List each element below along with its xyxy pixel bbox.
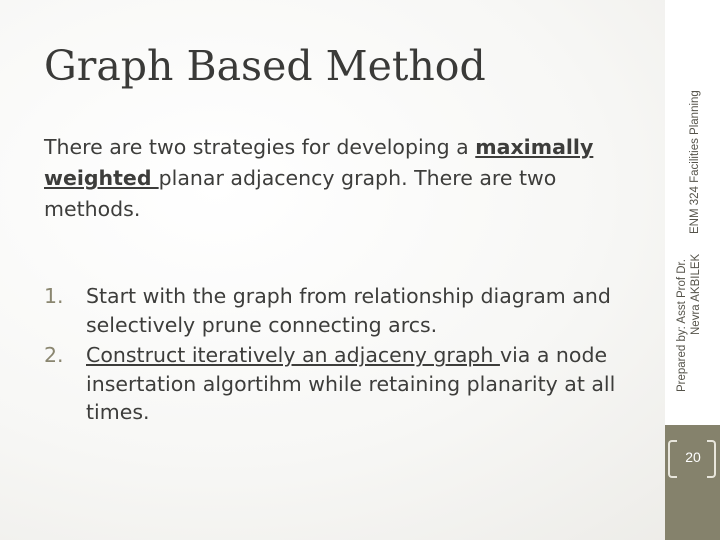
list-item-number: 2.: [44, 343, 64, 367]
list-item-number: 1.: [44, 284, 64, 308]
list-item-underlined-text: Construct iteratively an adjaceny graph: [86, 343, 500, 367]
author-line-1: Prepared by: Asst Prof Dr.: [676, 259, 688, 392]
list-item: [44, 341, 634, 427]
intro-emphasis: maximally weighted: [44, 135, 594, 190]
page-number-badge: [666, 436, 720, 486]
course-name: ENM 324 Facilities Planning: [689, 90, 701, 234]
slide-title: Graph Based Method: [44, 42, 486, 90]
list-item-text: Start with the graph from relationship diagram and selectively prune connecting arcs.: [86, 284, 611, 337]
intro-text-part2: planar adjacency graph. There are two methods.: [44, 166, 557, 221]
page-number: 20: [685, 449, 701, 465]
intro-paragraph: [44, 132, 649, 225]
list-item-text: via a node insertation algortihm while retaining planarity at all times.: [86, 343, 616, 424]
intro-text-part1: There are two strategies for developing a: [44, 135, 476, 159]
list-item: [44, 282, 634, 339]
author-line-2: Nevra AKBILEK: [690, 253, 702, 335]
sidebar-vertical-text: [672, 0, 716, 395]
numbered-list: [44, 282, 634, 429]
